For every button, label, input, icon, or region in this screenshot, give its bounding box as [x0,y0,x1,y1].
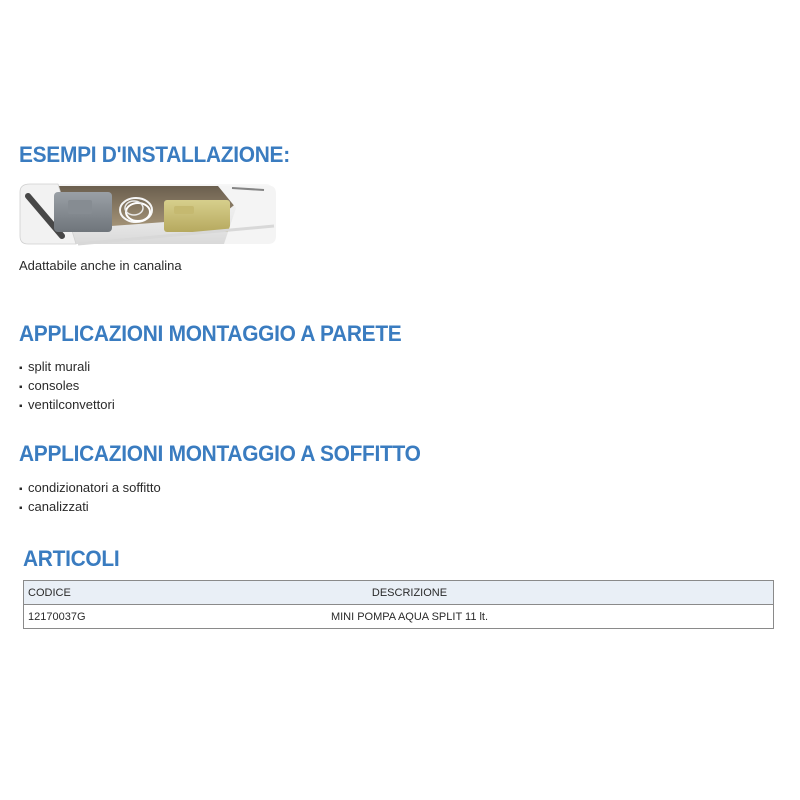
list-item: ▪ consoles [19,377,115,396]
articles-heading: ARTICOLI [23,546,120,571]
list-item: ▪ canalizzati [19,498,161,517]
installation-heading: ESEMPI D'INSTALLAZIONE: [19,142,290,167]
ceiling-mount-list [19,479,161,517]
articles-table [23,580,774,629]
column-header-description: DESCRIZIONE [212,581,774,605]
table-row [24,605,774,629]
list-item: ▪ split murali [19,358,115,377]
list-item: ▪ condizionatori a soffitto [19,479,161,498]
table-header-row [24,581,774,605]
wall-mount-list [19,358,115,415]
installation-caption: Adattabile anche in canalina [19,258,182,273]
article-code: 12170037G [28,610,86,623]
wall-mount-heading: APPLICAZIONI MONTAGGIO A PARETE [19,321,402,346]
ceiling-mount-heading: APPLICAZIONI MONTAGGIO A SOFFITTO [19,441,421,466]
column-header-code: CODICE [24,581,213,605]
list-item: ▪ ventilconvettori [19,396,115,415]
installation-photo [18,178,278,246]
article-description: MINI POMPA AQUA SPLIT 11 lt. [330,610,489,623]
